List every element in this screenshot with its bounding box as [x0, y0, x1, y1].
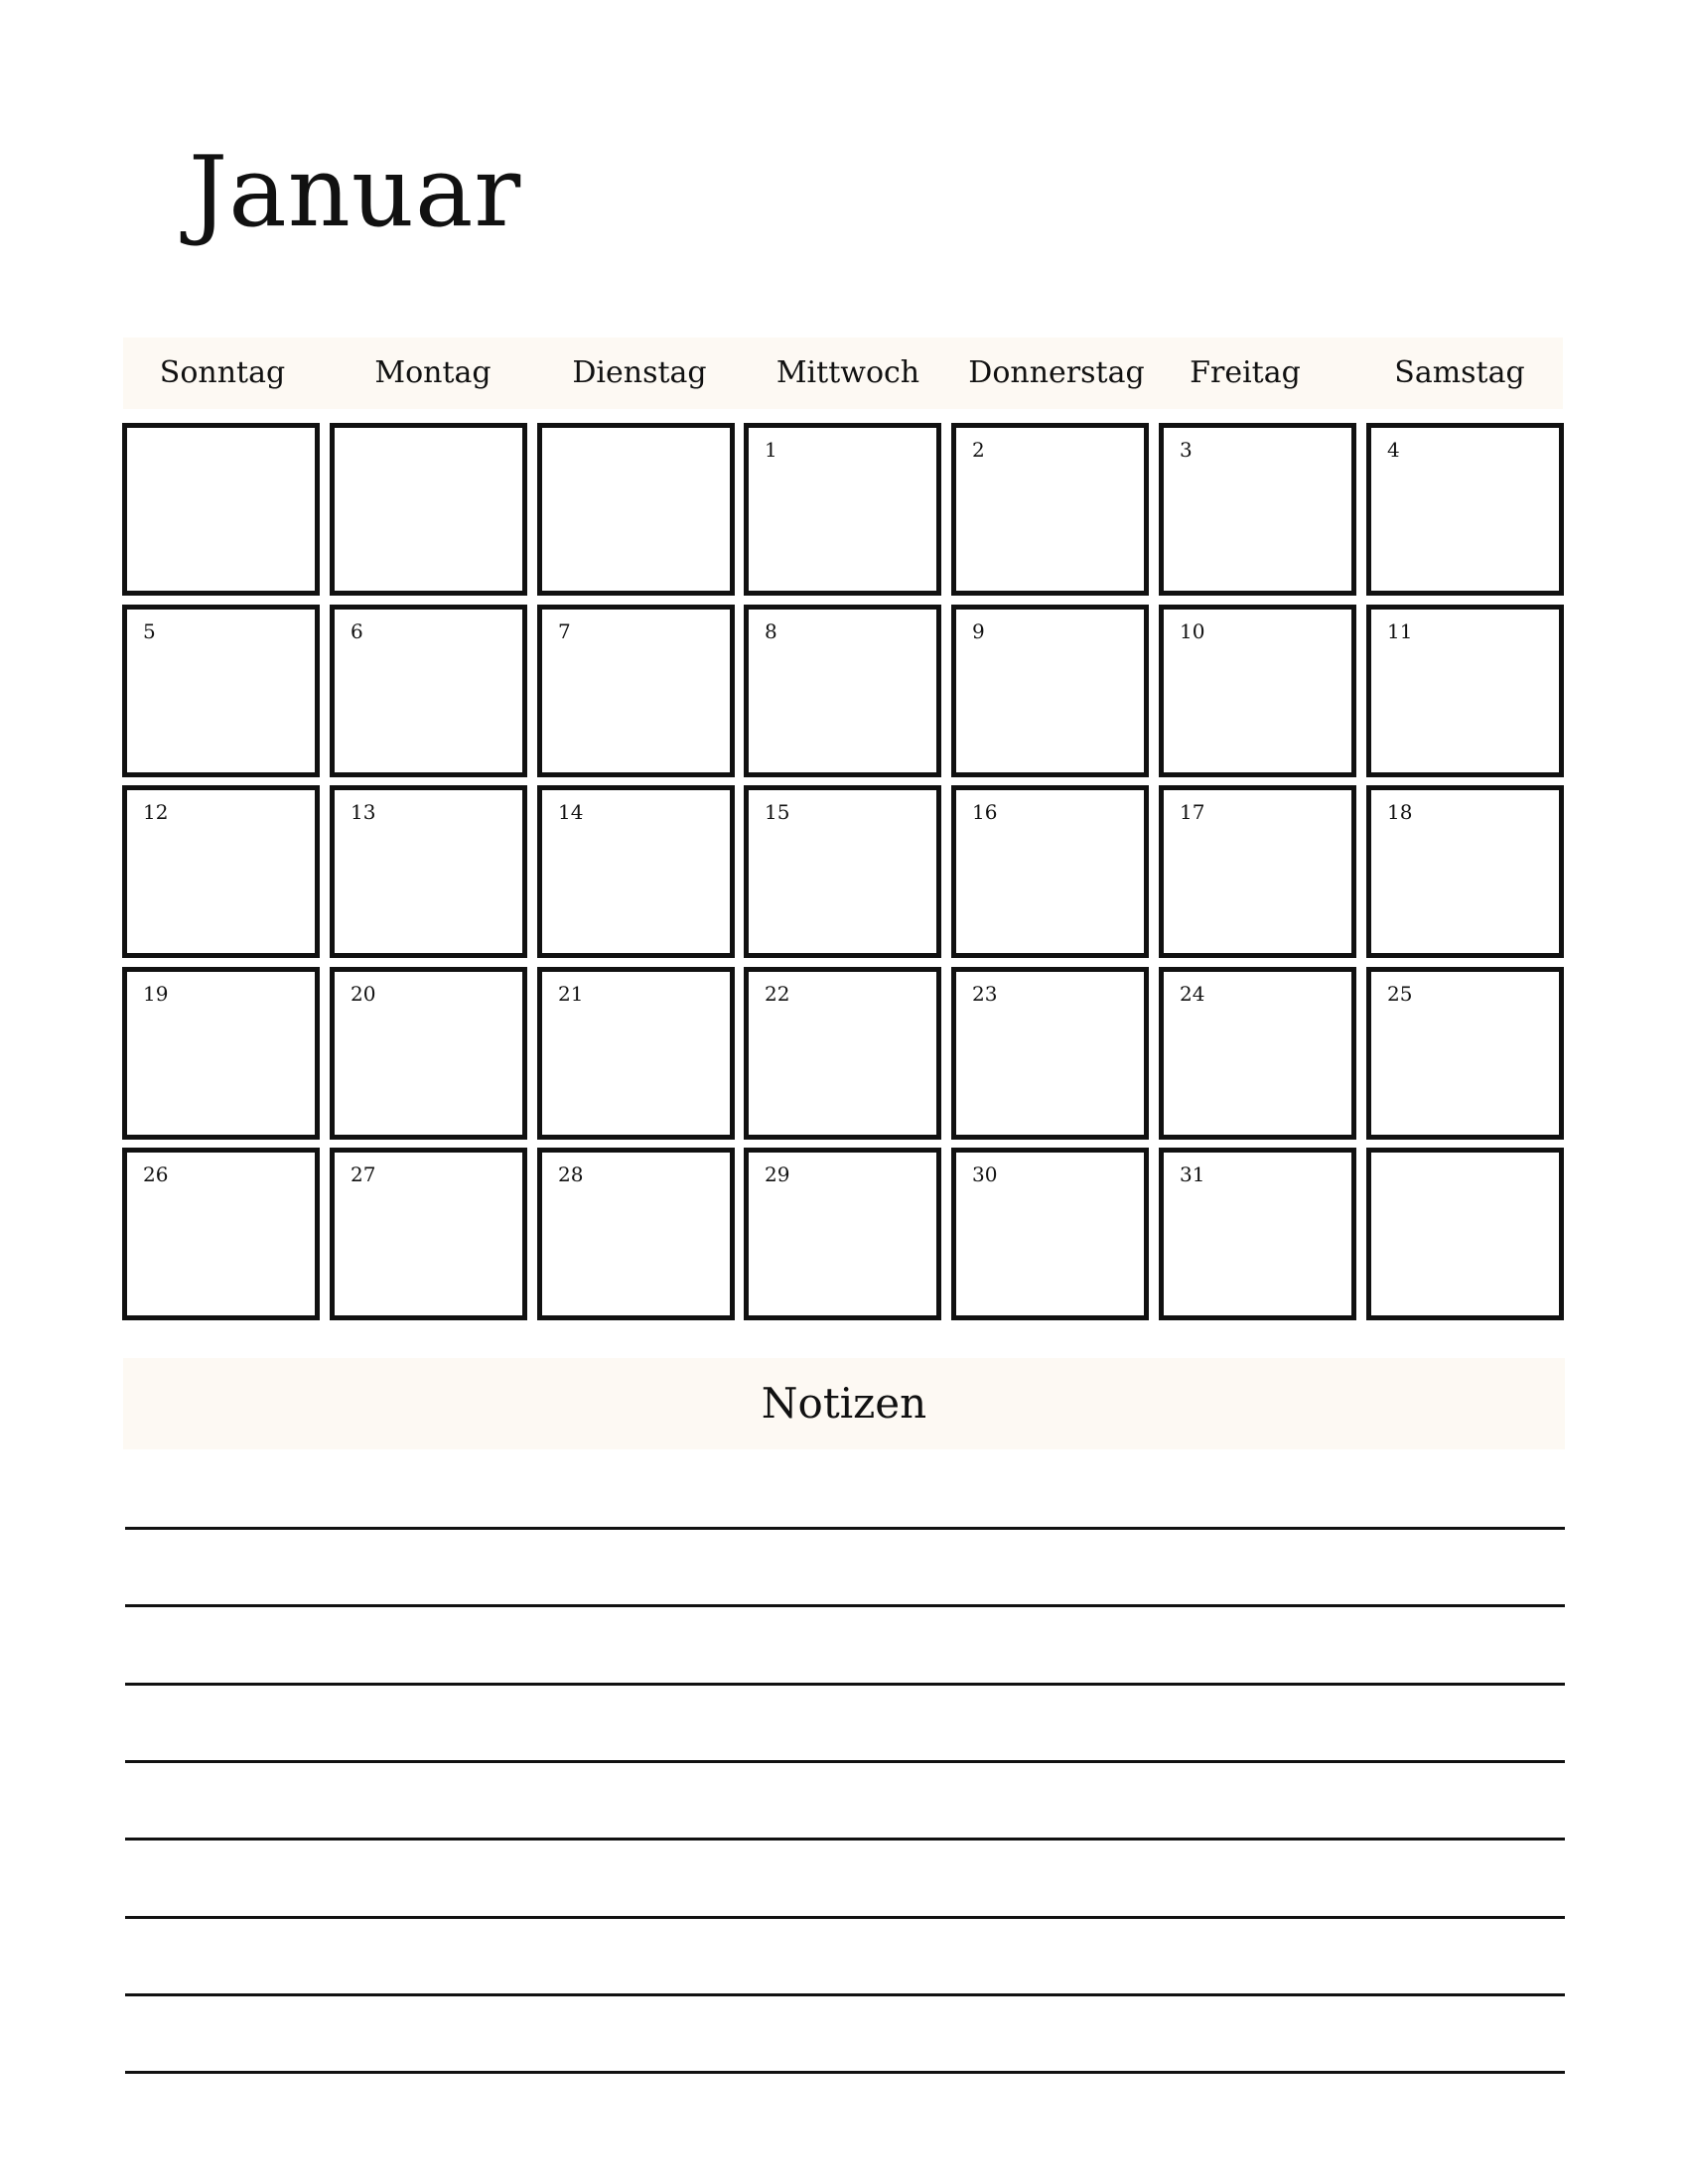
note-line: [125, 1683, 1565, 1686]
day-cell[interactable]: [122, 1148, 320, 1320]
day-cell[interactable]: [537, 785, 735, 958]
day-number: 20: [351, 982, 376, 1006]
day-number: 30: [972, 1162, 998, 1186]
weekday-saturday: Samstag: [1394, 355, 1525, 390]
calendar-grid: [122, 423, 1564, 1321]
day-cell[interactable]: [537, 967, 735, 1140]
note-line: [125, 1916, 1565, 1919]
day-cell[interactable]: [744, 423, 941, 596]
day-cell[interactable]: [744, 967, 941, 1140]
day-cell[interactable]: [537, 423, 735, 596]
day-number: 12: [143, 800, 169, 824]
weekday-friday: Freitag: [1190, 355, 1301, 390]
day-number: 27: [351, 1162, 376, 1186]
day-cell[interactable]: [1366, 605, 1564, 777]
day-cell[interactable]: [537, 1148, 735, 1320]
day-cell[interactable]: [1159, 423, 1356, 596]
weekday-tuesday: Dienstag: [572, 355, 707, 390]
day-number: 8: [765, 619, 777, 643]
day-cell[interactable]: [330, 1148, 527, 1320]
day-cell[interactable]: [1366, 1148, 1564, 1320]
day-number: 3: [1180, 438, 1193, 462]
day-cell[interactable]: [1159, 605, 1356, 777]
day-cell[interactable]: [951, 967, 1149, 1140]
weekday-sunday: Sonntag: [159, 355, 286, 390]
day-number: 28: [558, 1162, 584, 1186]
day-number: 11: [1387, 619, 1413, 643]
day-number: 23: [972, 982, 998, 1006]
day-number: 29: [765, 1162, 790, 1186]
day-number: 2: [972, 438, 985, 462]
day-number: 26: [143, 1162, 169, 1186]
day-cell[interactable]: [951, 423, 1149, 596]
day-cell[interactable]: [122, 605, 320, 777]
day-cell[interactable]: [951, 1148, 1149, 1320]
day-number: 6: [351, 619, 363, 643]
day-number: 14: [558, 800, 584, 824]
day-number: 5: [143, 619, 156, 643]
day-cell[interactable]: [122, 785, 320, 958]
day-cell[interactable]: [330, 967, 527, 1140]
day-cell[interactable]: [744, 785, 941, 958]
note-line: [125, 1604, 1565, 1607]
notes-title: Notizen: [761, 1379, 927, 1428]
day-number: 19: [143, 982, 169, 1006]
weekday-header: [123, 338, 1563, 409]
day-cell[interactable]: [951, 605, 1149, 777]
day-number: 24: [1180, 982, 1205, 1006]
day-cell[interactable]: [951, 785, 1149, 958]
day-cell[interactable]: [744, 605, 941, 777]
day-number: 21: [558, 982, 584, 1006]
weekday-monday: Montag: [374, 355, 492, 390]
day-number: 31: [1180, 1162, 1205, 1186]
day-cell[interactable]: [330, 785, 527, 958]
weekday-wednesday: Mittwoch: [775, 355, 920, 390]
weekday-thursday: Donnerstag: [968, 355, 1145, 390]
day-cell[interactable]: [537, 605, 735, 777]
day-number: 25: [1387, 982, 1413, 1006]
day-number: 10: [1180, 619, 1205, 643]
day-number: 22: [765, 982, 790, 1006]
day-number: 9: [972, 619, 985, 643]
day-number: 7: [558, 619, 571, 643]
day-cell[interactable]: [1159, 967, 1356, 1140]
day-cell[interactable]: [330, 423, 527, 596]
day-cell[interactable]: [1366, 423, 1564, 596]
day-number: 15: [765, 800, 790, 824]
day-cell[interactable]: [122, 423, 320, 596]
day-number: 4: [1387, 438, 1400, 462]
note-line: [125, 1527, 1565, 1530]
day-cell[interactable]: [1366, 785, 1564, 958]
day-number: 13: [351, 800, 376, 824]
note-line: [125, 2071, 1565, 2074]
notes-header: [123, 1358, 1565, 1449]
day-cell[interactable]: [1159, 785, 1356, 958]
month-title: Januar: [189, 136, 522, 249]
day-number: 16: [972, 800, 998, 824]
day-cell[interactable]: [1366, 967, 1564, 1140]
note-line: [125, 1993, 1565, 1996]
day-cell[interactable]: [330, 605, 527, 777]
note-line: [125, 1760, 1565, 1763]
day-number: 18: [1387, 800, 1413, 824]
note-line: [125, 1838, 1565, 1841]
day-cell[interactable]: [744, 1148, 941, 1320]
day-number: 1: [765, 438, 777, 462]
day-cell[interactable]: [1159, 1148, 1356, 1320]
day-number: 17: [1180, 800, 1205, 824]
day-cell[interactable]: [122, 967, 320, 1140]
